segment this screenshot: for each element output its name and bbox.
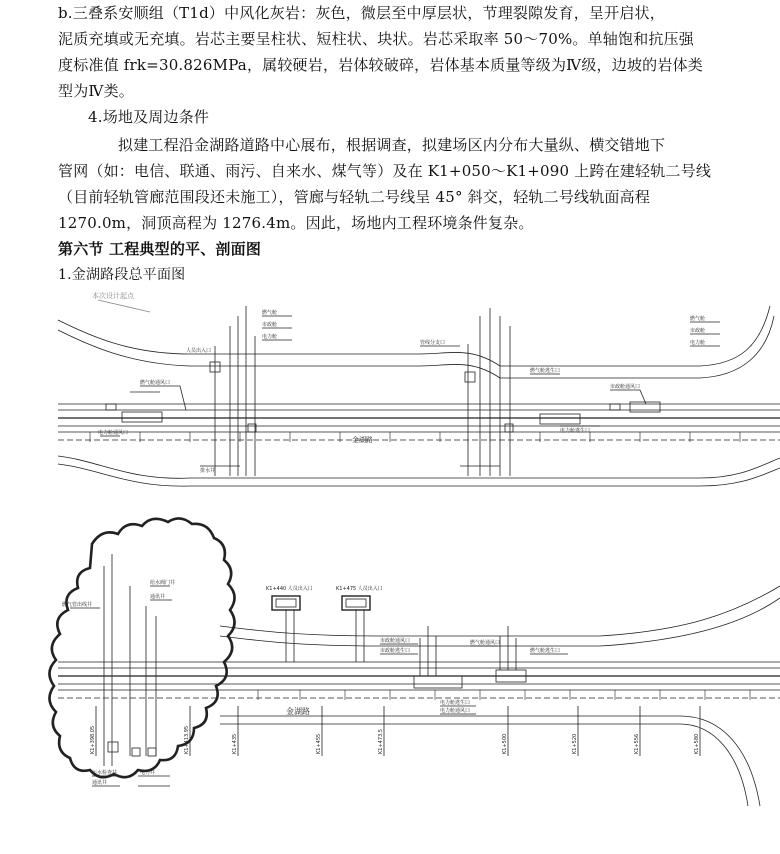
paragraph-b-line-1: b.三叠系安顺组（T1d）中风化灰岩：灰色，微层至中厚层状，节理裂隙发育，呈开启状， <box>58 4 665 22</box>
label-mun-hatch: 市政舱逃生口 <box>380 648 411 654</box>
plan-drawing <box>0 286 780 854</box>
section-4-title: 4.场地及周边条件 <box>88 108 210 126</box>
label-municipal-vent: 市政舱通风口 <box>610 384 641 390</box>
section-4-line-4: 1270.0m，洞顶高程为 1276.4m。因此，场地内工程环境条件复杂。 <box>58 214 534 232</box>
label-mun-vent: 市政舱通风口 <box>380 638 411 644</box>
road-name-top: 金湖路 <box>352 436 373 444</box>
label-access: 人员出入口 <box>186 348 212 354</box>
label-power-hatch-b: 电力舱逃生口 <box>440 700 471 706</box>
label-access-2: K1+475 人员出入口 <box>336 586 383 592</box>
label-gas-hatch: 燃气舱逃生口 <box>530 368 561 374</box>
label-left-e: 电力井 <box>140 770 156 776</box>
legend-tl-3: 电力舱 <box>262 334 278 340</box>
label-power-vent: 电力舱通风口 <box>98 430 129 436</box>
label-left-d: 通讯井 <box>92 780 108 786</box>
road-name-bottom: 金湖路 <box>286 707 310 716</box>
station-3: K1+455 <box>316 733 322 754</box>
station-1: K1+413.95 <box>184 725 190 754</box>
section-4-line-1: 拟建工程沿金湖路道路中心展布，根据调查，拟建场区内分布大量纵、横交错地下 <box>118 136 666 154</box>
label-pipe-outlet: 管线分支口 <box>420 340 446 346</box>
station-5: K1+500 <box>502 733 508 754</box>
start-label: 本次设计起点 <box>92 292 134 300</box>
label-gas-hatch-b: 燃气舱逃生口 <box>530 648 561 654</box>
station-8: K1+580 <box>694 733 700 754</box>
legend-tr-1: 燃气舱 <box>690 316 706 322</box>
label-drain: 排水井 <box>200 468 216 474</box>
figure-title: 1.金湖路段总平面图 <box>58 267 186 283</box>
station-left: K1+398.05 <box>90 725 96 754</box>
label-power-vent-b: 电力舱通风口 <box>440 708 471 714</box>
station-6: K1+520 <box>572 733 578 754</box>
paragraph-b-line-2: 泥质充填或无充填。岩芯主要呈柱状、短柱状、块状。岩芯采取率 50～70%。单轴饱和抗压强 <box>58 30 694 48</box>
section-4-line-2: 管网（如：电信、联通、雨污、自来水、煤气等）及在 K1+050～K1+090 上跨在建轻轨二号线 <box>58 162 712 180</box>
paragraph-b-line-4: 型为Ⅳ类。 <box>58 82 134 100</box>
label-left-pipe: 燃气管出线井 <box>62 602 93 608</box>
label-power-hatch: 电力舱逃生口 <box>560 428 591 434</box>
station-2: K1+435 <box>232 733 238 754</box>
label-gas-vent-b: 燃气舱通风口 <box>470 640 501 646</box>
legend-tr-3: 电力舱 <box>690 340 706 346</box>
label-left-c: 污水检查井 <box>92 770 118 776</box>
label-left-a: 给水阀门井 <box>150 580 176 586</box>
section-6-heading: 第六节 工程典型的平、剖面图 <box>58 240 262 258</box>
station-7: K1+556 <box>634 733 640 754</box>
legend-tl-1: 燃气舱 <box>262 310 278 316</box>
label-gas-vent: 燃气舱通风口 <box>140 380 171 386</box>
label-left-b: 通讯井 <box>150 594 166 600</box>
legend-tr-2: 市政舱 <box>690 328 706 334</box>
label-access-1: K1+440 人员出入口 <box>266 586 313 592</box>
station-4: K1+473.5 <box>378 729 384 754</box>
legend-tl-2: 市政舱 <box>262 322 278 328</box>
section-4-line-3: （目前轻轨管廊范围段还未施工），管廊与轻轨二号线呈 45° 斜交，轻轨二号线轨面高程 <box>58 188 651 206</box>
paragraph-b-line-3: 度标准值 frk=30.826MPa，属较硬岩，岩体较破碎，岩体基本质量等级为Ⅳ级，边坡的岩体类 <box>58 56 703 74</box>
